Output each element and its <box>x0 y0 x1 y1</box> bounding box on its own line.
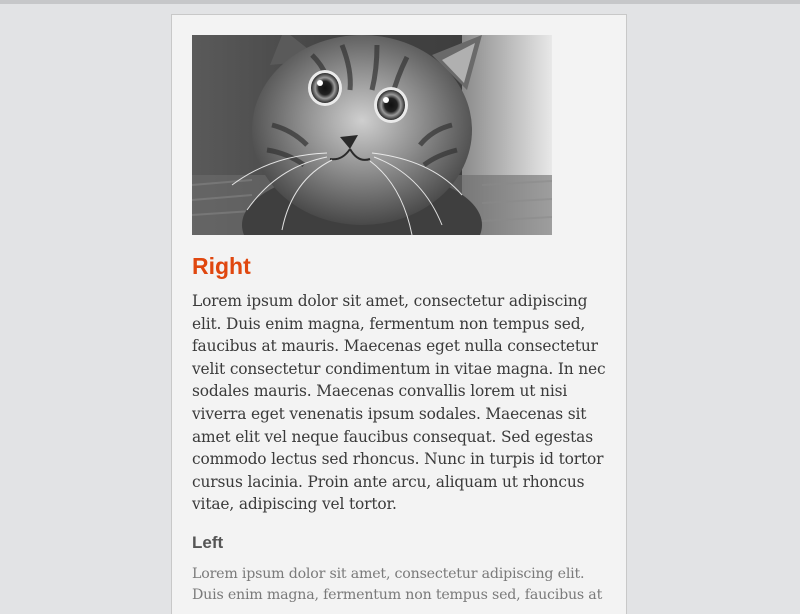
top-border <box>0 0 800 4</box>
kitten-image <box>192 35 552 235</box>
right-paragraph: Lorem ipsum dolor sit amet, consectetur adipiscing elit. Duis enim magna, fermentum non tempus sed, faucibus at mauris. Maecenas eget nulla consectetur velit consectetur condimentum in vitae magna. In nec sodales mauris. Maecenas convallis lorem ut nisi viverra eget venenatis ipsum sodales. Maecenas sit amet elit vel neque faucibus consequat. Sed egestas commodo lectus sed rhoncus. Nunc in turpis id tortor cursus lacinia. Proin ante arcu, aliquam ut rhoncus vitae, adipiscing vel tortor. <box>192 292 606 514</box>
left-heading: Left <box>192 533 224 552</box>
right-heading: Right <box>192 253 251 279</box>
left-paragraph: Lorem ipsum dolor sit amet, consectetur adipiscing elit. Duis enim magna, fermentum non tempus sed, faucibus at <box>192 566 603 603</box>
content-card <box>171 14 627 614</box>
